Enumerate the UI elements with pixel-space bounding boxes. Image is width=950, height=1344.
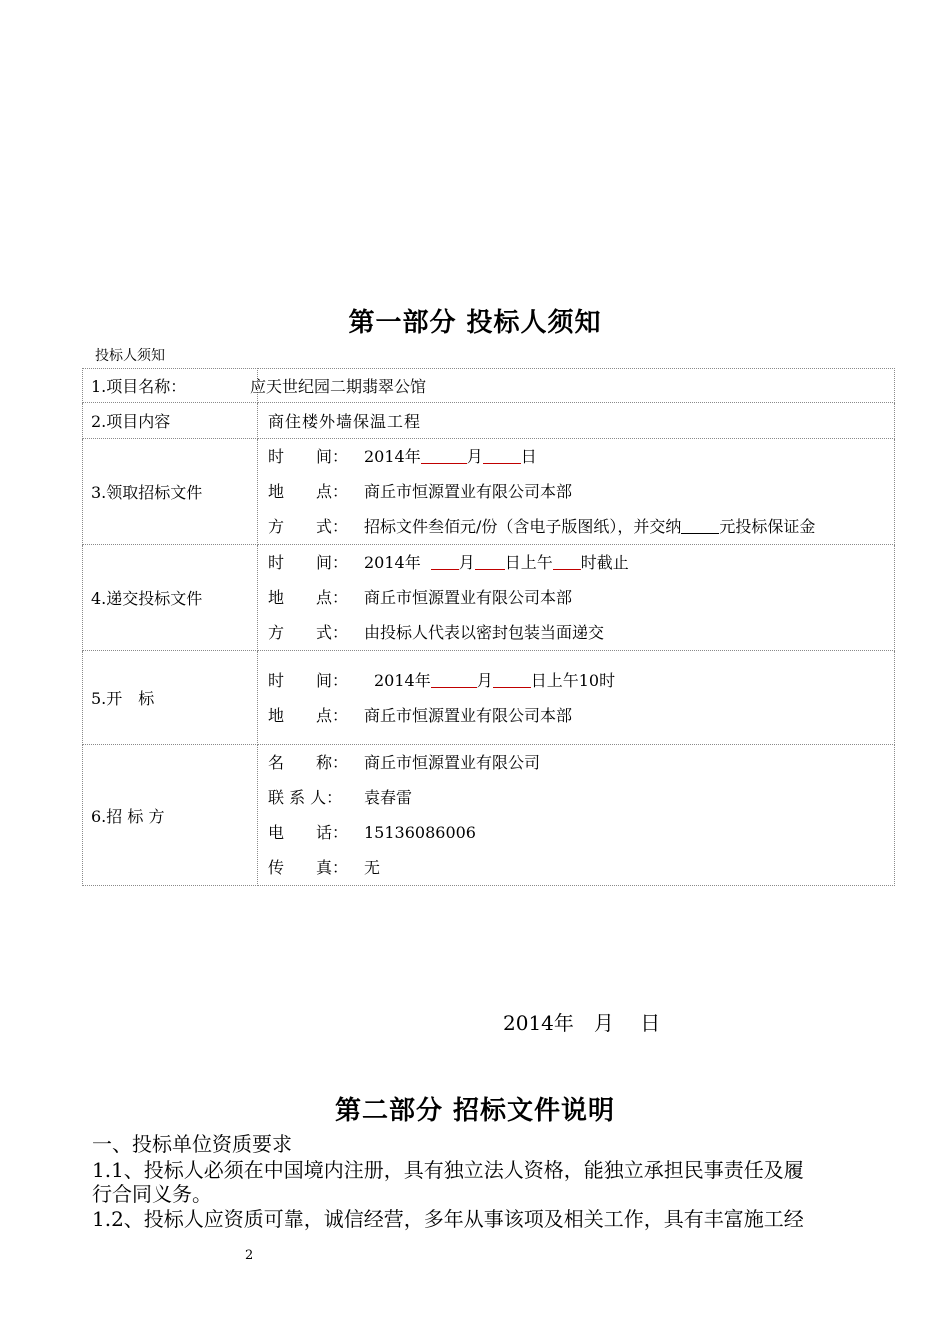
time-line: 时 间： 2014年 月 日上午10时 bbox=[268, 670, 616, 690]
row-label: 1.项目名称： bbox=[83, 369, 258, 403]
blank-deposit bbox=[681, 517, 719, 534]
blank-hour bbox=[553, 553, 581, 570]
part1-title: 第一部分 投标人须知 bbox=[348, 308, 602, 338]
fax-line: 传 真： 无 bbox=[268, 858, 381, 877]
project-name: 应天世纪园二期翡翠公馆 bbox=[250, 377, 427, 396]
row-label: 2.项目内容 bbox=[83, 403, 258, 439]
table-caption: 投标人须知 bbox=[95, 348, 165, 364]
phone-line: 电 话： 15136086006 bbox=[268, 823, 476, 842]
table-row bbox=[83, 651, 895, 745]
contact-line: 联 系 人： 袁春雷 bbox=[268, 788, 413, 807]
blank-month bbox=[431, 553, 459, 570]
time-line: 时 间： 2014年 月 日上午 时截止 bbox=[268, 553, 629, 572]
table-row bbox=[83, 439, 895, 545]
method-line: 方 式： 由投标人代表以密封包装当面递交 bbox=[268, 623, 605, 642]
blank-month bbox=[431, 671, 477, 688]
name-line: 名 称： 商丘市恒源置业有限公司 bbox=[268, 753, 541, 772]
blank-day bbox=[483, 447, 521, 464]
time-line: 时 间： 2014年 月 日 bbox=[268, 447, 537, 466]
date-line: 2014年 月 日 bbox=[503, 1011, 661, 1035]
part2-title: 第二部分 招标文件说明 bbox=[334, 1096, 616, 1126]
bidder-notice-table bbox=[82, 368, 895, 886]
project-content: 商住楼外墙保温工程 bbox=[258, 403, 895, 439]
paragraph-1-1-line-1: 1.1、投标人必须在中国境内注册，具有独立法人资格，能独立承担民事责任及履 bbox=[92, 1158, 804, 1182]
place-line: 地 点： 商丘市恒源置业有限公司本部 bbox=[268, 482, 573, 501]
blank-day bbox=[475, 553, 505, 570]
row-label: 6.招 标 方 bbox=[83, 745, 258, 886]
place-line: 地 点： 商丘市恒源置业有限公司本部 bbox=[268, 705, 573, 725]
table-row bbox=[83, 369, 895, 403]
table-row bbox=[83, 403, 895, 439]
method-line: 方 式： 招标文件叁佰元/份（含电子版图纸），并交纳 元投标保证金 bbox=[268, 517, 816, 536]
paragraph-1-2-line-1: 1.2、投标人应资质可靠，诚信经营，多年从事该项及相关工作，具有丰富施工经 bbox=[92, 1207, 804, 1231]
row-label: 4.递交投标文件 bbox=[83, 545, 258, 651]
row-label: 3.领取招标文件 bbox=[83, 439, 258, 545]
page-number: 2 bbox=[245, 1248, 254, 1263]
table-row bbox=[83, 545, 895, 651]
paragraph-1-1-line-2: 行合同义务。 bbox=[92, 1182, 212, 1206]
blank-month bbox=[421, 447, 467, 464]
place-line: 地 点： 商丘市恒源置业有限公司本部 bbox=[268, 588, 573, 607]
blank-day bbox=[493, 671, 531, 688]
row-label: 5.开 标 bbox=[83, 651, 258, 745]
section-heading: 一、投标单位资质要求 bbox=[92, 1132, 292, 1156]
table-row bbox=[83, 745, 895, 886]
